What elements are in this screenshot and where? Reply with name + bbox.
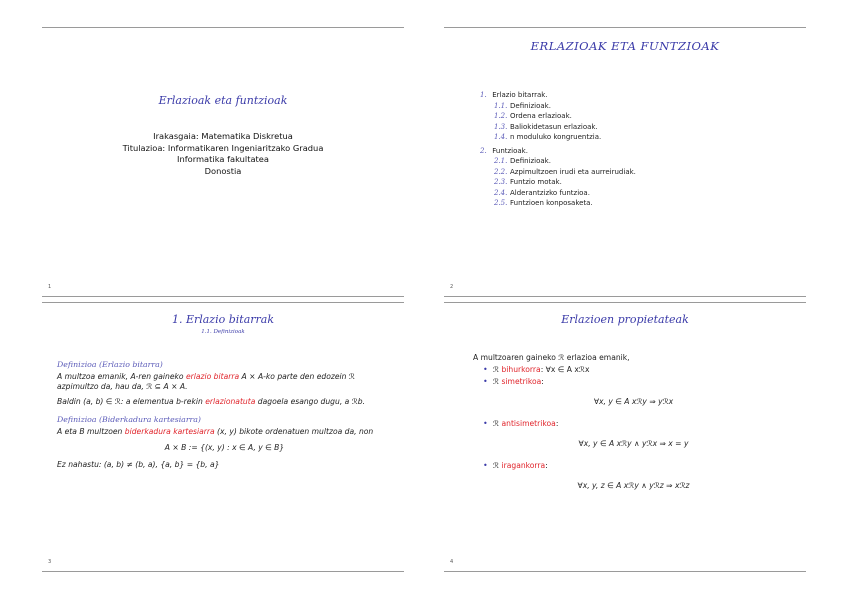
toc-section[interactable] [480, 90, 636, 101]
toc-label: Definizioak. [510, 101, 551, 110]
highlight-term: simetrikoa [501, 377, 542, 386]
slide-title: Erlazioak eta funtzioak [158, 94, 288, 107]
text-span: : [555, 419, 559, 428]
toc-subsection[interactable] [480, 188, 636, 199]
toc-label: Azpimultzoen irudi eta aurreirudiak. [510, 167, 636, 176]
bullet-icon: • [483, 419, 488, 428]
highlight-term: erlazionatuta [205, 397, 256, 406]
toc-subsection[interactable] [480, 167, 636, 178]
property-formula: ∀x, y, z ∈ A xℛy ∧ yℛz ⇒ xℛz [577, 481, 690, 490]
slide-title: ERLAZIOAK ETA FUNTZIOAK [530, 39, 720, 53]
property-item [483, 419, 794, 429]
definition-text [57, 427, 392, 437]
property-item [483, 461, 794, 471]
definition-text [57, 397, 392, 407]
definition-heading: Definizioa (Erlazio bitarra) [57, 360, 163, 369]
toc-num: 1.1. [494, 101, 508, 110]
toc-num: 2.2. [494, 167, 508, 176]
highlight-term: biderkadura kartesiarra [124, 427, 215, 436]
slide-body [473, 353, 794, 503]
definition-heading: Definizioa (Biderkadura kartesiarra) [57, 415, 201, 424]
slide-1 [42, 27, 404, 297]
toc-label: n moduluko kongruentzia. [510, 133, 602, 141]
toc-subsection[interactable] [480, 198, 636, 209]
intro-text: A multzoaren gaineko ℛ erlazioa emanik, [473, 353, 630, 362]
text-span: ℛ [493, 365, 502, 374]
toc-subsection[interactable] [480, 101, 636, 112]
toc-num: 2. [480, 146, 487, 155]
page-number: 4 [450, 559, 454, 565]
highlight-term: bihurkorra [501, 365, 541, 374]
toc-label: Alderantzizko funtzioa. [510, 188, 590, 197]
bullet-icon: • [483, 377, 488, 386]
property-item [483, 377, 794, 387]
info-line: Titulazioa: Informatikaren Ingeniaritzako Gradua [122, 142, 324, 153]
equation: A × B := {(x, y) : x ∈ A, y ∈ B} [164, 443, 285, 452]
slide-2 [444, 27, 806, 297]
text-span: Baldin (a, b) ∈ ℛ: a elementua b-rekin [57, 397, 206, 406]
text-span: A × A-ko parte den edozein ℛ azpimultzo da, hau da, ℛ ⊆ A × A. [57, 372, 355, 391]
toc-label: Ordena erlazioak. [510, 112, 572, 120]
toc-label: Funtzio motak. [510, 178, 562, 186]
text-span: : [545, 461, 548, 470]
toc-subsection[interactable] [480, 132, 636, 143]
info-line: Donostia [204, 165, 242, 176]
table-of-contents [480, 90, 636, 209]
toc-num: 1.3. [494, 122, 508, 131]
toc-label: Erlazio bitarrak. [492, 91, 548, 99]
bullet-icon: • [483, 365, 488, 374]
text-span: ℛ [493, 461, 502, 470]
highlight-term: antisimetrikoa [501, 419, 556, 428]
property-formula: ∀x, y ∈ A xℛy ∧ yℛx ⇒ x = y [578, 439, 689, 448]
text-span: : [541, 377, 544, 386]
toc-num: 2.5. [494, 199, 508, 207]
page-number: 3 [48, 559, 52, 565]
toc-num: 1.4. [494, 133, 508, 141]
note-text: Ez nahastu: (a, b) ≠ (b, a), {a, b} = {b, a} [57, 460, 220, 469]
toc-label: Funtzioak. [492, 146, 528, 155]
toc-subsection[interactable] [480, 122, 636, 133]
toc-num: 2.4. [494, 188, 508, 197]
slide-subtitle: 1.1. Definizioak [201, 329, 245, 335]
toc-num: 2.3. [494, 178, 508, 186]
highlight-term: iragankorra [501, 461, 546, 470]
toc-subsection[interactable] [480, 111, 636, 122]
page-number: 1 [48, 284, 52, 290]
page-number: 2 [450, 284, 454, 290]
toc-num: 2.1. [494, 157, 508, 165]
property-formula: ∀x, y ∈ A xℛy ⇒ yℛx [593, 397, 674, 406]
info-line: Informatika fakultatea [177, 154, 269, 164]
slide-3 [42, 302, 404, 572]
toc-subsection[interactable] [480, 177, 636, 188]
text-span: : ∀x ∈ A xℛx [540, 365, 590, 374]
slide-4 [444, 302, 806, 572]
toc-num: 1. [480, 91, 487, 99]
toc-label: Definizioak. [510, 157, 551, 165]
toc-label: Funtzioen konposaketa. [510, 199, 593, 207]
text-span: (x, y) bikote ordenatuen multzoa da, non [214, 427, 374, 436]
slide-body [57, 360, 392, 470]
toc-num: 1.2. [494, 112, 508, 120]
slide-title: 1. Erlazio bitarrak [171, 313, 275, 326]
toc-section[interactable] [480, 146, 636, 157]
property-item [483, 365, 794, 375]
text-span: ℛ [493, 419, 502, 428]
text-span: ℛ [493, 377, 502, 386]
info-line: Irakasgaia: Matematika Diskretua [153, 131, 293, 141]
bullet-icon: • [483, 461, 488, 470]
text-span: A multzoa emanik, A-ren gaineko [57, 372, 186, 381]
toc-subsection[interactable] [480, 156, 636, 167]
course-info [42, 131, 404, 177]
definition-text [57, 372, 392, 392]
text-span: A eta B multzoen [57, 427, 125, 436]
highlight-term: erlazio bitarra [185, 372, 240, 381]
text-span: dagoela esango dugu, a ℛb. [255, 397, 366, 406]
toc-label: Baliokidetasun erlazioak. [510, 122, 598, 131]
slide-title: Erlazioen propietateak [561, 313, 689, 326]
